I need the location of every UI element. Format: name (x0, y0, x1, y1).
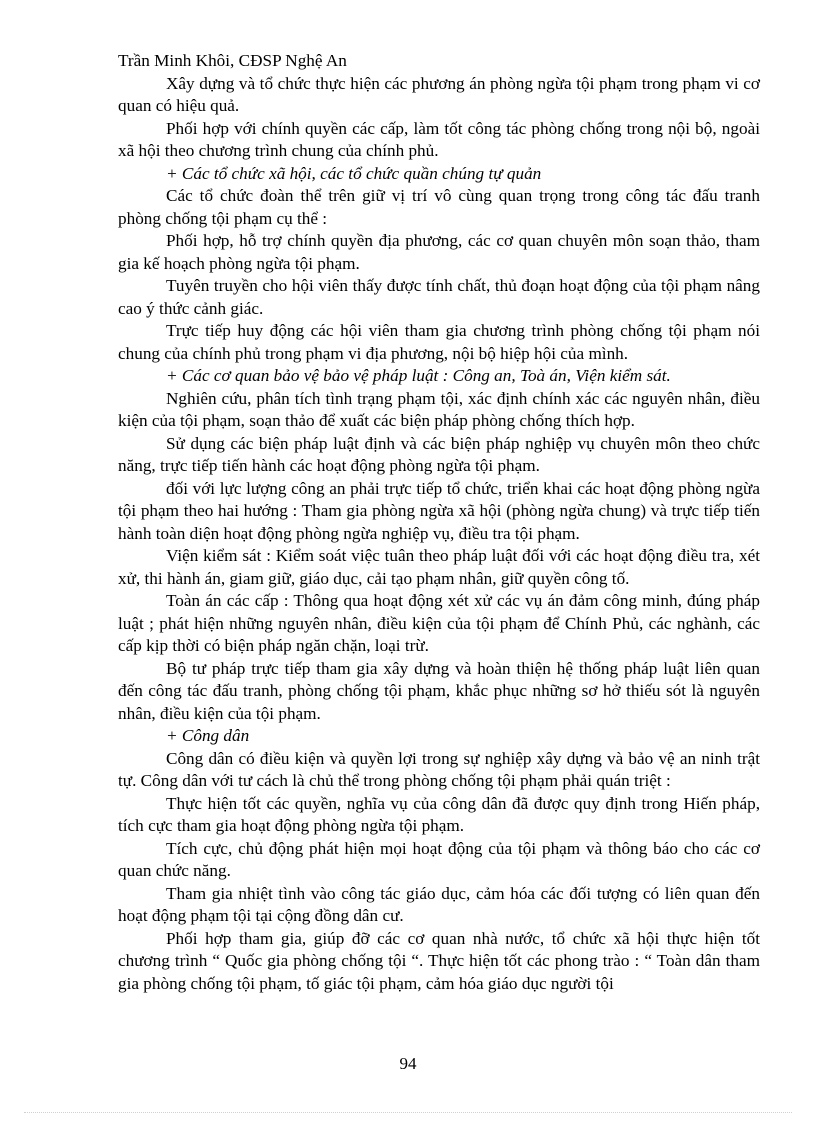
paragraph-7: Nghiên cứu, phân tích tình trạng phạm tội, xác định chính xác các nguyên nhân, điều kiện của tội phạm, soạn thảo để xuất các biện pháp phòng chống thích hợp. (118, 388, 760, 430)
paragraph-16: Tham gia nhiệt tình vào công tác giáo dục, cảm hóa các đối tượng có liên quan đến hoạt động phạm tội tại cộng đồng dân cư. (118, 883, 760, 925)
paragraph-3: Các tổ chức đoàn thể trên giữ vị trí vô cùng quan trọng trong công tác đấu tranh phòng chống tội phạm cụ thể : (118, 186, 760, 228)
paragraph-14: Thực hiện tốt các quyền, nghĩa vụ của công dân đã được quy định trong Hiến pháp, tích cực tham gia hoạt động phòng ngừa tội phạm. (118, 793, 760, 835)
document-header: Trần Minh Khôi, CĐSP Nghệ An (118, 51, 347, 70)
paragraph-11: Toàn án các cấp : Thông qua hoạt động xét xử các vụ án đảm công minh, đúng pháp luật ; phát hiện những nguyên nhân, điều kiện của tội phạm để Chính Phủ, các nghành, các cấp kịp thời có biện pháp ngăn chặn, loại trừ. (118, 591, 760, 655)
paragraph-15: Tích cực, chủ động phát hiện mọi hoạt động của tội phạm và thông báo cho các cơ quan chức năng. (118, 838, 760, 880)
paragraph-10: Viện kiểm sát : Kiểm soát việc tuân theo pháp luật đối với các hoạt động điều tra, xét xử, thi hành án, giam giữ, giáo dục, cải tạo phạm nhân, giữ quyền công tố. (118, 546, 760, 588)
section-heading-citizens: + Công dân (166, 726, 250, 745)
paragraph-9: đối với lực lượng công an phải trực tiếp tổ chức, triển khai các hoạt động phòng ngừa tội phạm theo hai hướng : Tham gia phòng ngừa xã hội (phòng ngừa chung) và trực tiếp tiến hành toàn diện hoạt động phòng ngừa nghiệp vụ, điều tra tội phạm. (118, 478, 760, 543)
paragraph-1: Xây dựng và tổ chức thực hiện các phương án phòng ngừa tội phạm trong phạm vi cơ quan có hiệu quả. (118, 73, 760, 115)
paragraph-2: Phối hợp với chính quyền các cấp, làm tốt công tác phòng chống trong nội bộ, ngoài xã hội theo chương trình chung của chính phủ. (118, 118, 760, 160)
paragraph-4: Phối hợp, hỗ trợ chính quyền địa phương, các cơ quan chuyên môn soạn thảo, tham gia kế hoạch phòng ngừa tội phạm. (118, 231, 760, 273)
paragraph-6: Trực tiếp huy động các hội viên tham gia chương trình phòng chống tội phạm nói chung của chính phủ trong phạm vi địa phương, nội bộ hiệp hội của mình. (118, 321, 760, 363)
page-number: 94 (399, 1054, 417, 1073)
paragraph-12: Bộ tư pháp trực tiếp tham gia xây dựng và hoàn thiện hệ thống pháp luật liên quan đến công tác đấu tranh, phòng chống tội phạm, khắc phục những sơ hở thiếu sót là nguyên nhân, điều kiện của tội phạm. (118, 658, 760, 723)
paragraph-5: Tuyên truyền cho hội viên thấy được tính chất, thủ đoạn hoạt động của tội phạm nâng cao ý thức cảnh giác. (118, 276, 760, 318)
section-heading-social-organizations: + Các tổ chức xã hội, các tổ chức quần chúng tự quản (166, 163, 542, 183)
section-heading-law-protection-agencies: + Các cơ quan bảo vệ bảo vệ pháp luật : Công an, Toà án, Viện kiểm sát. (166, 366, 671, 385)
paragraph-17: Phối hợp tham gia, giúp đỡ các cơ quan nhà nước, tổ chức xã hội thực hiện tốt chương trình “ Quốc gia phòng chống tội “. Thực hiện tốt các phong trào : “ Toàn dân tham gia phòng chống tội phạm, tố giác tội phạm, cảm hóa giáo dục người tội (118, 928, 760, 993)
page-bottom-divider (24, 1112, 792, 1113)
document-page (118, 50, 760, 995)
paragraph-13: Công dân có điều kiện và quyền lợi trong sự nghiệp xây dựng và bảo vệ an ninh trật tự. Công dân với tư cách là chủ thể trong phòng chống tội phạm phải quán triệt : (118, 748, 760, 790)
paragraph-8: Sử dụng các biện pháp luật định và các biện pháp nghiệp vụ chuyên môn theo chức năng, trực tiếp tiến hành các hoạt động phòng ngừa tội phạm. (118, 433, 760, 475)
